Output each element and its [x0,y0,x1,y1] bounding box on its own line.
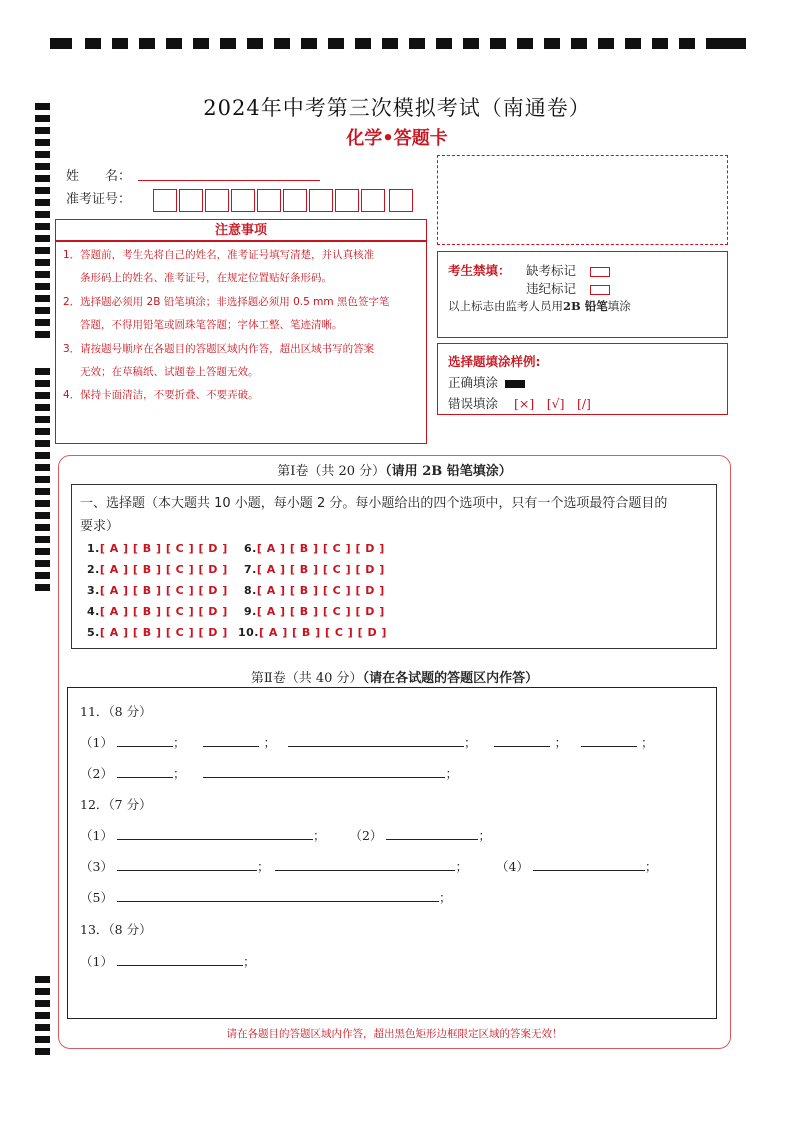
part1-title: 第Ⅰ卷（共 20 分）（请用 2B 铅笔填涂） [277,464,512,479]
wrong-fill-samples: [×] [√] [/] [514,396,591,411]
choice-row-1[interactable]: 1.[ A ] [ B ] [ C ] [ D ] [87,542,228,555]
violation-mark-box[interactable] [590,285,610,295]
name-field[interactable] [138,180,320,181]
note-line: 4．保持卡面清洁，不要折叠、不要弄破。 [63,389,259,401]
q12-line-1[interactable]: （1） ； （2） ； [80,828,491,843]
q11-line-2[interactable]: （2） ； ； [80,766,458,781]
examiner-panel [437,251,728,338]
id-label: 准考证号： [66,192,132,207]
choice-instruction: 一、选择题（本大题共 10 小题，每小题 2 分。每小题给出的四个选项中，只有一个选项最符合题目的 [80,496,668,511]
choice-row-7[interactable]: 7.[ A ] [ B ] [ C ] [ D ] [244,563,385,576]
correct-fill-sample [505,380,525,388]
choice-row-10[interactable]: 10.[ A ] [ B ] [ C ] [ D ] [238,626,387,639]
footer-warning: 请在各题目的答题区域内作答，超出黑色矩形边框限定区域的答案无效！ [226,1028,563,1040]
q12-line-3[interactable]: （5） ； [80,890,452,905]
absent-mark-label: 缺考标记 [526,263,577,278]
violation-mark-label: 违纪标记 [526,281,577,296]
q12-heading: 12．（7 分） [80,797,152,812]
notes-heading: 注意事项 [55,219,427,241]
name-label: 姓 名： [66,169,132,184]
choice-row-2[interactable]: 2.[ A ] [ B ] [ C ] [ D ] [87,563,228,576]
forbidden-label: 考生禁填： [448,263,511,278]
notes-box [55,241,427,444]
choice-row-9[interactable]: 9.[ A ] [ B ] [ C ] [ D ] [244,605,385,618]
choice-row-4[interactable]: 4.[ A ] [ B ] [ C ] [ D ] [87,605,228,618]
note-line: 答题，不得用铅笔或圆珠笔答题；字体工整、笔迹清晰。 [80,319,343,331]
timing-marks-top [50,38,746,50]
choice-row-8[interactable]: 8.[ A ] [ B ] [ C ] [ D ] [244,584,385,597]
correct-fill-label: 正确填涂 [448,375,499,390]
q13-heading: 13．（8 分） [80,922,152,937]
note-line: 条形码上的姓名、准考证号，在规定位置贴好条形码。 [80,272,332,284]
note-line: 2．选择题必须用 2B 铅笔填涂；非选择题必须用 0.5 mm 黑色签字笔 [63,296,390,308]
forbidden-note: 以上标志由监考人员用2B 铅笔填涂 [448,299,631,313]
subject-subtitle: 化学•答题卡 [346,128,448,149]
absent-mark-box[interactable] [590,267,610,277]
page-title: 2024年中考第三次模拟考试（南通卷） [203,96,591,120]
q11-line-1[interactable]: （1） ； ； ； ； ； [80,735,654,750]
note-line: 无效；在草稿纸、试题卷上答题无效。 [80,366,259,378]
fill-example-panel [437,343,728,415]
choice-row-6[interactable]: 6.[ A ] [ B ] [ C ] [ D ] [244,542,385,555]
choice-row-3[interactable]: 3.[ A ] [ B ] [ C ] [ D ] [87,584,228,597]
q11-heading: 11．（8 分） [80,704,152,719]
q12-line-2[interactable]: （3） ； ； （4） ； [80,859,658,874]
note-line: 1．答题前，考生先将自己的姓名，准考证号填写清楚，并认真核准 [63,249,375,261]
choice-row-5[interactable]: 5.[ A ] [ B ] [ C ] [ D ] [87,626,228,639]
choice-instruction-cont: 要求） [80,519,120,534]
wrong-fill-label: 错误填涂 [448,396,499,411]
part2-title: 第Ⅱ卷（共 40 分）（请在各试题的答题区内作答） [250,671,539,686]
barcode-area [437,155,728,245]
q13-line-1[interactable]: （1） ； [80,954,256,969]
note-line: 3．请按题号顺序在各题目的答题区域内作答，超出区域书写的答案 [63,343,375,355]
choice-question-box [71,484,717,649]
example-heading: 选择题填涂样例: [448,354,541,369]
